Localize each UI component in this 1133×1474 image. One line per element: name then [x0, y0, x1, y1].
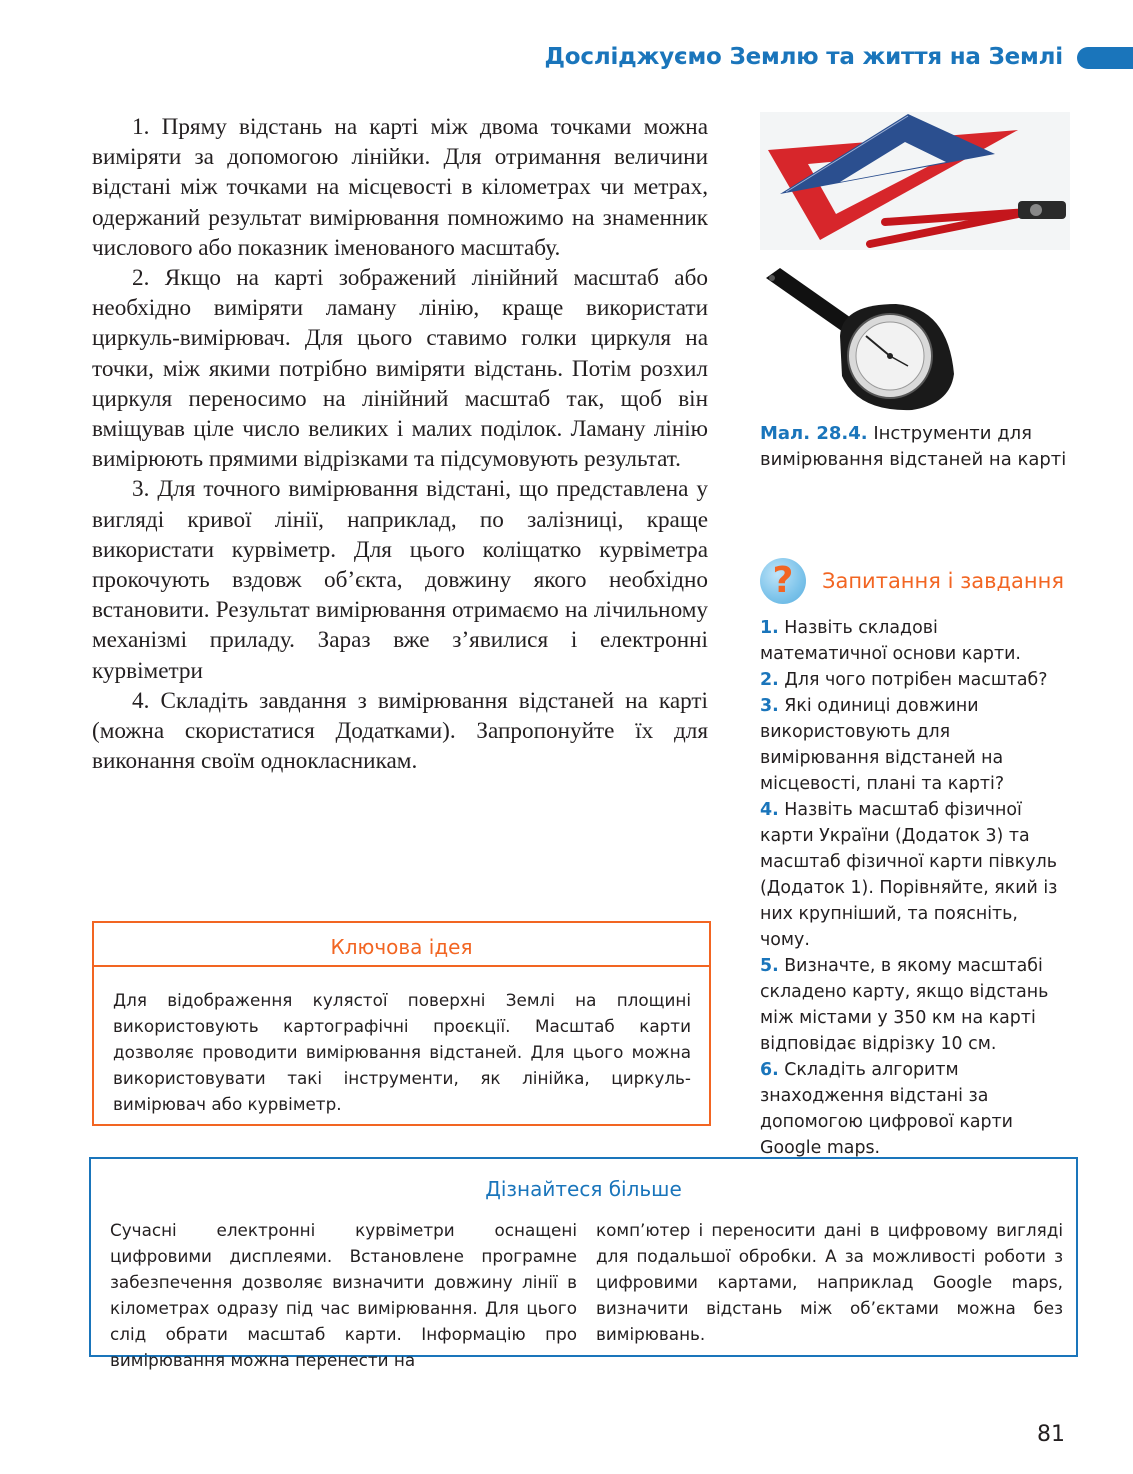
learn-more-column-2: комп’ютер і переносити дані в цифровому вигляді для подальшої обробки. А за можливості роботи з цифровими картами, наприклад Google maps, визначити відстань між об’єктами можна без вимірювань.: [596, 1220, 1063, 1344]
question-number: 2.: [760, 670, 779, 690]
header-tab-marker: [1077, 47, 1133, 69]
paragraph-2: 2. Якщо на карті зображений лінійний масштаб або необхідно виміряти ламану лінію, краще використати циркуль-вимірювач. Для цього ставимо голки циркуля на точки, між якими потрібно виміряти відстань. Потім розхил циркуля переносимо на лінійний масштаб так, щоб він вміщував ціле число великих і малих поділок. Ламану лінію вимірюють прямими відрізками та підсумовують результат.: [92, 265, 708, 473]
key-idea-title: Ключова ідея: [94, 923, 709, 967]
figure-label: Мал. 28.4.: [760, 423, 868, 444]
figure-caption: [760, 421, 1100, 473]
key-idea-box: [92, 921, 711, 1126]
learn-more-box: [89, 1157, 1078, 1370]
curvimeter-icon: [762, 264, 958, 412]
questions-list: [760, 615, 1070, 1161]
learn-more-column-1: Сучасні електронні курвіметри оснащені цифровими дисплеями. Встановлене програмне забезпечення дозволяє визначити довжину лінії в кілометрах одразу під час вимірювання. Для цього слід обрати масштаб карти. Інформацію про вимірювання можна перенести на: [110, 1220, 577, 1370]
learn-more-title: Дізнайтеся більше: [485, 1177, 682, 1201]
figure-caption-text: Інструменти для вимірювання відстаней на карті: [760, 423, 1067, 470]
question-item: [760, 667, 1070, 693]
question-item: [760, 797, 1070, 953]
key-idea-text: Для відображення кулястої поверхні Землі на площині використовують картографічні проєкції. Масштаб карти дозволяє проводити вимірювання відстаней. Для цього можна використовувати такі інструменти, як лінійка, циркуль-вимірювач або курвіметр.: [113, 990, 691, 1114]
questions-title: Запитання і завдання: [822, 569, 1064, 593]
paragraph-4: 4. Складіть завдання з вимірювання відстаней на карті (можна скористатися Додатками). Запропонуйте їх для виконання своїм однокласникам.: [92, 687, 708, 775]
page-number: 81: [1037, 1422, 1065, 1447]
question-text: Для чого потрібен масштаб?: [778, 670, 1048, 690]
question-number: 5.: [760, 956, 779, 976]
question-number: 3.: [760, 696, 779, 716]
page-header-title: Досліджуємо Землю та життя на Землі: [544, 44, 1063, 70]
question-text: Які одиниці довжини використовують для вимірювання відстаней на місцевості, плані та карті?: [760, 696, 1005, 794]
paragraph-1: 1. Пряму відстань на карті між двома точками можна виміряти за допомогою лінійки. Для отримання величини відстані між точками на місцевості в кілометрах чи метрах, одержаний результат вимірювання помножимо на знаменник числового або показник іменованого масштабу.: [92, 114, 708, 261]
question-text: Назвіть складові математичної основи карти.: [760, 618, 1021, 664]
question-item: [760, 953, 1070, 1057]
question-item: [760, 615, 1070, 667]
question-item: [760, 1057, 1070, 1161]
questions-heading: [760, 558, 1100, 606]
ruler-triangle-icon: [760, 112, 1070, 250]
paragraph-3: 3. Для точного вимірювання відстані, що представлена у вигляді кривої лінії, наприклад, по залізниці, краще використати курвіметр. Для цього коліщатко курвіметра прокочують вздовж об’єкта, довжину якого необхідно встановити. Результат вимірювання отримаємо на лічильному механізмі приладу. Зараз вже з’явилися і електронні курвіметри: [92, 476, 708, 684]
question-number: 6.: [760, 1060, 779, 1080]
question-text: Визначте, в якому масштабі складено карту, якщо відстань між містами у 350 км на карті відповідає відрізку 10 см.: [760, 956, 1049, 1054]
question-item: [760, 693, 1070, 797]
question-number: 1.: [760, 618, 779, 638]
question-number: 4.: [760, 800, 779, 820]
question-text: Складіть алгоритм знаходження відстані за допомогою цифрової карти Google maps.: [760, 1060, 1013, 1158]
question-mark: ?: [772, 560, 794, 601]
question-text: Назвіть масштаб фізичної карти України (Додаток 3) та масштаб фізичної карти півкуль (Додаток 1). Порівняйте, який із них крупніший, та поясніть, чому.: [760, 800, 1058, 950]
main-text: [92, 112, 708, 776]
